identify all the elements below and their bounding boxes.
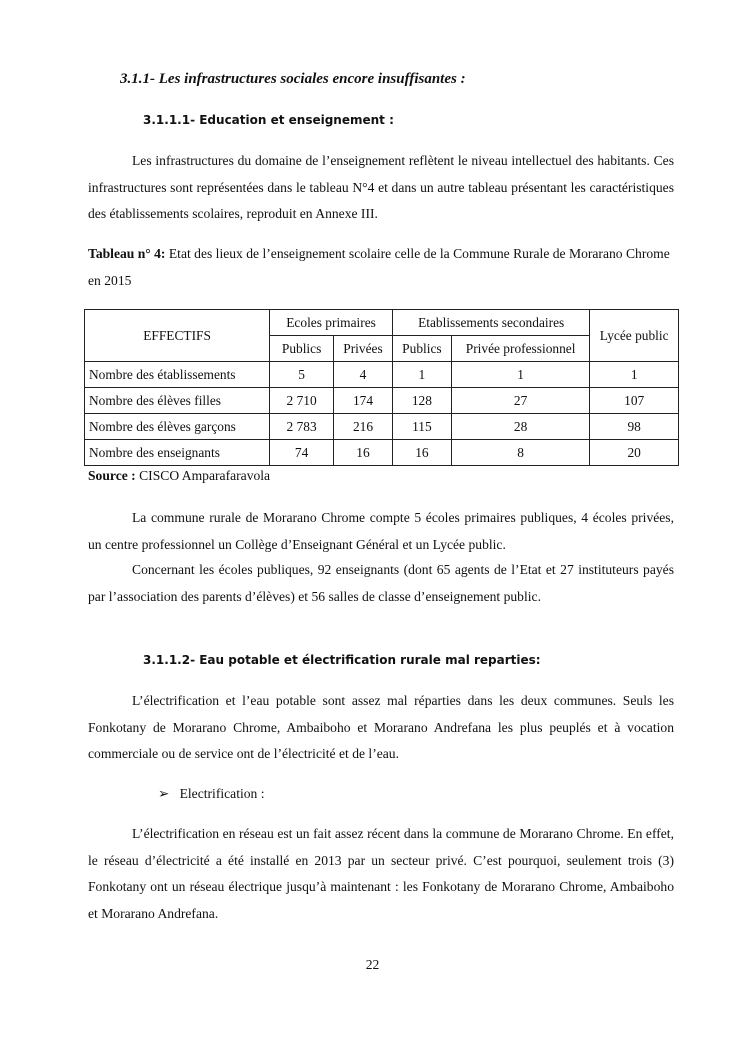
table-cell: 216: [334, 414, 393, 440]
arrow-bullet-icon: ➢: [158, 786, 170, 801]
education-table: [84, 309, 679, 466]
table-cell: 174: [334, 388, 393, 414]
subheader-privees: Privées: [334, 336, 393, 362]
table-cell: 20: [590, 440, 679, 466]
table-caption-label: Tableau n° 4:: [88, 246, 166, 261]
source-text: CISCO Amparafaravola: [135, 468, 271, 483]
paragraph-electrification-reseau: L’électrification en réseau est un fait assez récent dans la commune de Morarano Chrome. En effet, le réseau d’électricité a été installé en 2013 par un secteur privé. C’est pourquoi, seulement trois (3) Fonkotany ont un réseau électrique jusqu’à maintenant : les Fonkotany de Morarano Chrome, Ambaiboho et Morarano Andrefana.: [88, 826, 674, 921]
table-caption: [88, 241, 674, 294]
row-label: Nombre des enseignants: [85, 440, 270, 466]
table-cell: 4: [334, 362, 393, 388]
table-cell: 28: [451, 414, 590, 440]
subheader-publics: Publics: [270, 336, 334, 362]
table-cell: 98: [590, 414, 679, 440]
table-row: [85, 388, 679, 414]
bullet-text: Electrification :: [179, 786, 265, 801]
bullet-electrification: [158, 786, 265, 802]
row-label: Nombre des établissements: [85, 362, 270, 388]
table-cell: 16: [392, 440, 451, 466]
page-number: 22: [365, 957, 380, 972]
paragraph-electrification-eau: L’électrification et l’eau potable sont assez mal réparties dans les deux communes. Seuls les Fonkotany de Morarano Chrome, Ambaiboho et Morarano Andrefana les plus peuplés et à vocation commerciale ou de service ont de l’électricité et de l’eau.: [88, 693, 674, 761]
table-corner-header: EFFECTIFS: [85, 310, 270, 362]
table-cell: 1: [392, 362, 451, 388]
table-cell: 107: [590, 388, 679, 414]
subsection-heading-eau-electrification: 3.1.1.2- Eau potable et électrification rurale mal reparties:: [143, 653, 541, 667]
table-cell: 16: [334, 440, 393, 466]
paragraph-infrastructures: Les infrastructures du domaine de l’enseignement reflètent le niveau intellectuel des habitants. Ces infrastructures sont représentées dans le tableau N°4 et dans un autre tableau présentant les caractéristiques des établissements scolaires, reproduit en Annexe III.: [88, 153, 674, 221]
table-cell: 115: [392, 414, 451, 440]
subheader-privee-professionnel: Privée professionnel: [451, 336, 590, 362]
header-ecoles-primaires: Ecoles primaires: [270, 310, 393, 336]
table-cell: 1: [590, 362, 679, 388]
table-cell: 2 783: [270, 414, 334, 440]
table-cell: 74: [270, 440, 334, 466]
section-heading: 3.1.1- Les infrastructures sociales encore insuffisantes :: [120, 71, 466, 87]
paragraph-commune-ecoles: La commune rurale de Morarano Chrome compte 5 écoles primaires publiques, 4 écoles privées, un centre professionnel un Collège d’Enseignant Général et un Lycée public.: [88, 510, 674, 552]
row-label: Nombre des élèves filles: [85, 388, 270, 414]
table-source: [88, 468, 270, 484]
table-row: [85, 414, 679, 440]
header-lycee-public: Lycée public: [590, 310, 679, 362]
header-etablissements-secondaires: Etablissements secondaires: [392, 310, 589, 336]
paragraph-ecoles-publiques: Concernant les écoles publiques, 92 enseignants (dont 65 agents de l’Etat et 27 instituteurs payés par l’association des parents d’élèves) et 56 salles de classe d’enseignement public.: [88, 562, 674, 604]
table-cell: 128: [392, 388, 451, 414]
table-cell: 2 710: [270, 388, 334, 414]
table-cell: 1: [451, 362, 590, 388]
table-row: [85, 440, 679, 466]
table-caption-text: Etat des lieux de l’enseignement scolaire celle de la Commune Rurale de Morarano Chrome en 2015: [88, 246, 670, 288]
table-header-row: [85, 310, 679, 336]
table-cell: 27: [451, 388, 590, 414]
subsection-heading-education: 3.1.1.1- Education et enseignement :: [143, 113, 394, 127]
table-row: [85, 362, 679, 388]
source-label: Source :: [88, 468, 136, 483]
table-cell: 5: [270, 362, 334, 388]
row-label: Nombre des élèves garçons: [85, 414, 270, 440]
subheader-publics-secondaires: Publics: [392, 336, 451, 362]
table-cell: 8: [451, 440, 590, 466]
